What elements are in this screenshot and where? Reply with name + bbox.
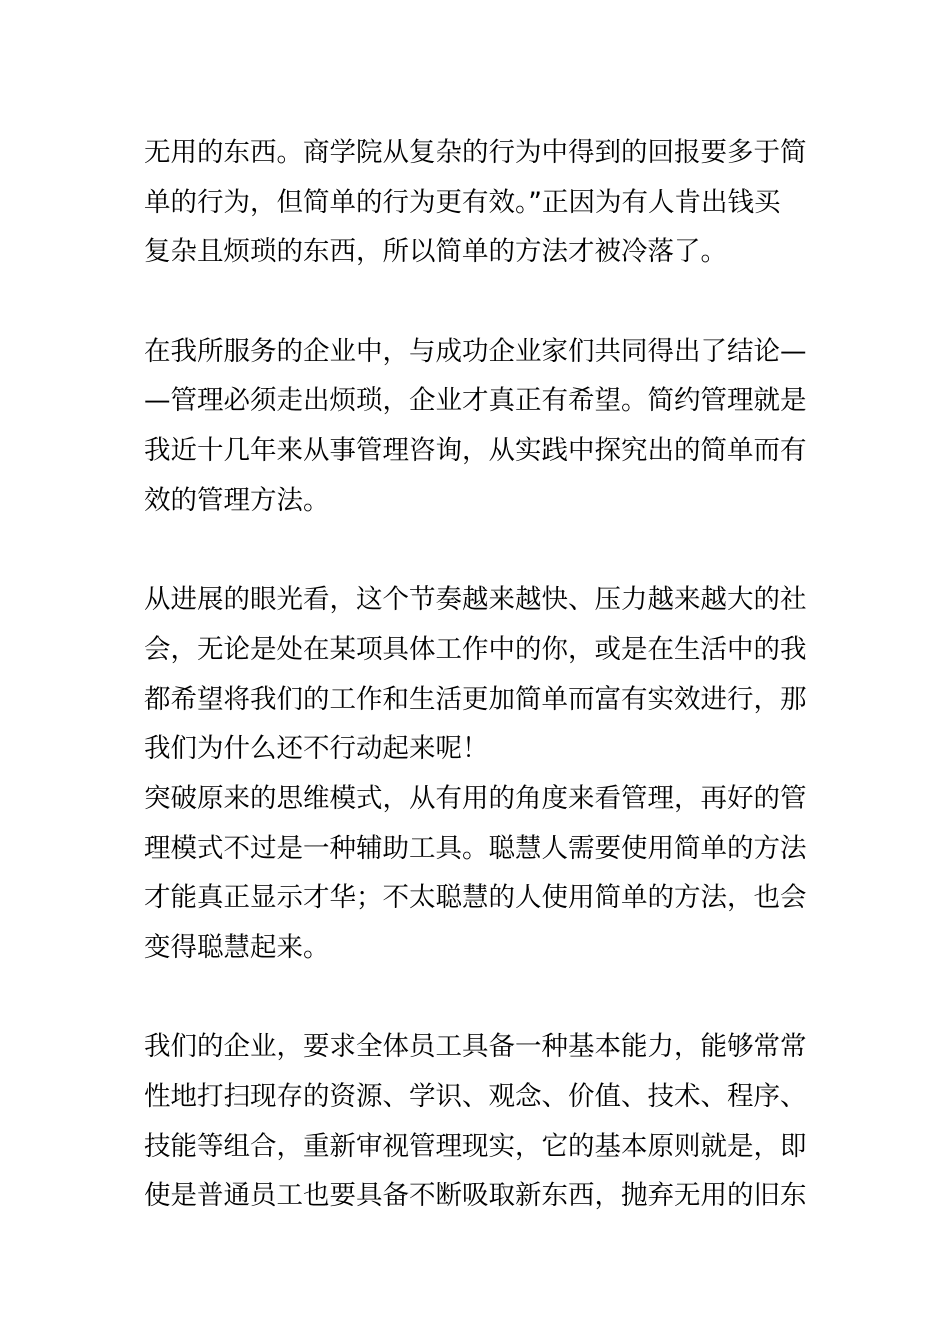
paragraph-spacer (144, 277, 824, 327)
paragraph-spacer (144, 526, 824, 576)
text-line: —管理必须走出烦琐，企业才真正有希望。简约管理就是 (144, 385, 807, 417)
paragraph-spacer (144, 973, 824, 1023)
text-line: 效的管理方法。 (144, 484, 330, 516)
text-line: 我们的企业，要求全体员工具备一种基本能力，能够常常 (144, 1031, 807, 1063)
text-line: 变得聪慧起来。 (144, 932, 330, 963)
text-line: 我们为什么还不行动起来呢！ (144, 733, 489, 765)
text-line: 我近十几年来从事管理咨询，从实践中探究出的简单而有 (144, 435, 807, 467)
text-line: 理模式不过是一种辅助工具。聪慧人需要使用简单的方法 (144, 832, 807, 864)
text-line: 会，无论是处在某项具体工作中的你，或是在生活中的我 (144, 633, 807, 665)
paragraph-2 (144, 327, 824, 526)
text-line: 在我所服务的企业中，与成功企业家们共同得出了结论— (144, 335, 807, 367)
text-line: 复杂且烦琐的东西，所以简单的方法才被冷落了。 (144, 236, 727, 268)
text-line: 技能等组合，重新审视管理现实，它的基本原则就是，即 (144, 1130, 807, 1162)
text-line: 突破原来的思维模式，从有用的角度来看管理，再好的管 (144, 782, 807, 814)
text-line: 从进展的眼光看，这个节奏越来越快、压力越来越大的社 (144, 584, 807, 616)
document-body (144, 128, 824, 1221)
text-line: 才能真正显示才华；不太聪慧的人使用简单的方法，也会 (144, 882, 807, 914)
text-line: 无用的东西。商学院从复杂的行为中得到的回报要多于简 (144, 137, 807, 168)
paragraph-3 (144, 575, 824, 973)
text-line: 都希望将我们的工作和生活更加简单而富有实效进行，那 (144, 683, 807, 715)
text-line: 单的行为，但简单的行为更有效。”正因为有人肯出钱买 (144, 186, 781, 218)
text-line: 使是普通员工也要具备不断吸取新东西，抛弃无用的旧东 (144, 1180, 807, 1212)
text-line: 性地打扫现存的资源、学识、观念、价值、技术、程序、 (144, 1081, 807, 1113)
paragraph-1 (144, 128, 824, 277)
paragraph-4 (144, 1022, 824, 1221)
